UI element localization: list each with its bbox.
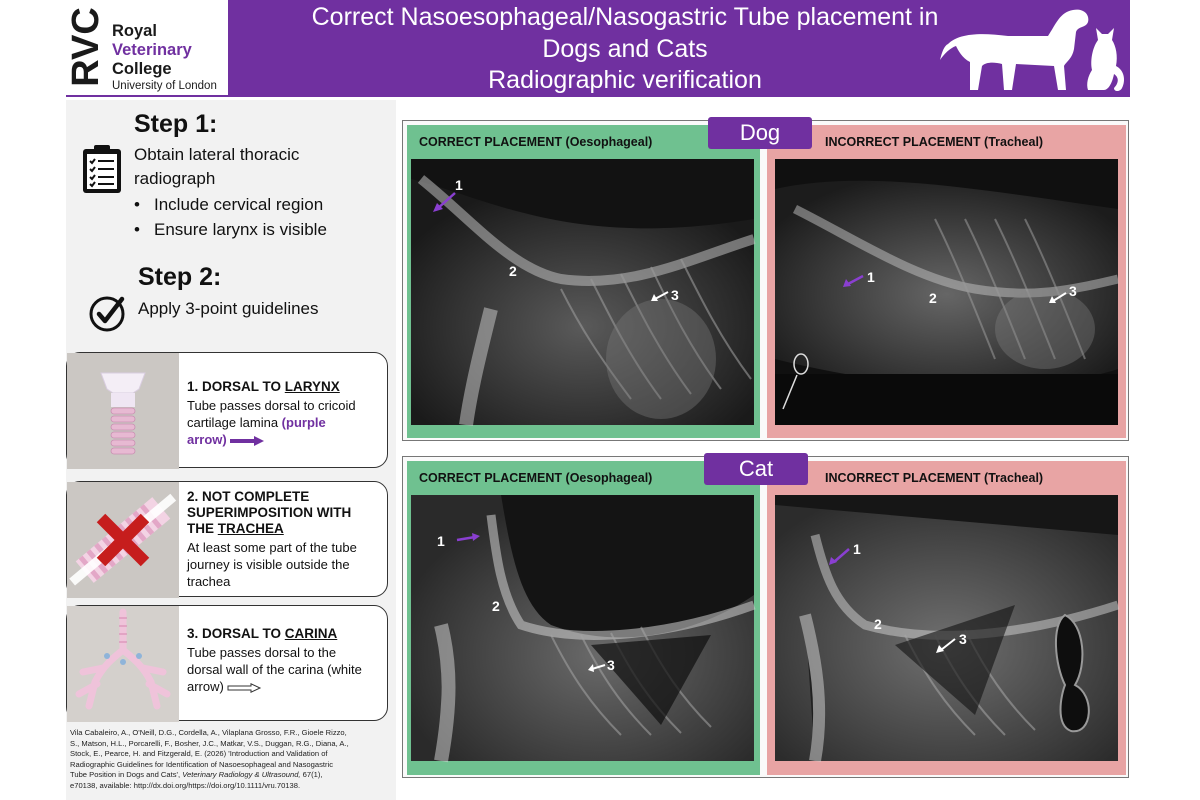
guideline-2-desc-line: journey is visible outside the: [187, 557, 350, 572]
purple-arrow-icon: [230, 436, 264, 446]
larynx-illustration-icon: [67, 353, 179, 469]
dog-correct-marker: 1: [455, 177, 463, 193]
logo-text: [112, 22, 217, 93]
guideline-2-title-prefix: THE: [187, 521, 218, 536]
guideline-1-highlight: (purple: [281, 415, 326, 430]
step2-text: Apply 3-point guidelines: [138, 299, 319, 318]
white-arrow-icon: [1048, 291, 1068, 305]
rvc-logo-mark: [65, 4, 108, 90]
trachea-crossed-illustration-icon: [67, 482, 179, 598]
step2-title: Step 2:: [138, 263, 222, 291]
step1-bullet: • Include cervical region: [134, 192, 327, 217]
dog-radiograph-group: [402, 120, 1129, 441]
white-arrow-icon: [935, 637, 957, 655]
cat-correct-marker: 1: [437, 533, 445, 549]
dog-correct-marker: 3: [671, 287, 679, 303]
step1-text: [134, 143, 299, 191]
guideline-2-title-line: 2. NOT COMPLETE: [187, 489, 310, 504]
dog-incorrect-marker: 1: [867, 269, 875, 285]
guideline-1-description: [187, 397, 382, 448]
purple-arrow-icon: [827, 547, 851, 567]
reference-line: e70138, available: http://dx.doi.org/https://doi.org/10.1111/vru.70138.: [70, 780, 301, 790]
cat-incorrect-marker: 2: [874, 616, 882, 632]
white-arrow-icon: [227, 683, 261, 693]
step1-text-line-2: radiograph: [134, 169, 216, 188]
checkmark-circle-icon: [88, 293, 128, 333]
dog-incorrect-label: INCORRECT PLACEMENT (Tracheal): [825, 135, 1044, 149]
purple-arrow-icon: [841, 273, 865, 289]
logo-line-veterinary: Veterinary: [112, 41, 192, 59]
guideline-3-desc-line: Tube passes dorsal to the: [187, 645, 337, 660]
cat-incorrect-label: INCORRECT PLACEMENT (Tracheal): [825, 471, 1044, 485]
cat-correct-label: CORRECT PLACEMENT (Oesophageal): [419, 471, 653, 485]
cat-incorrect-panel: [767, 461, 1126, 775]
cat-correct-panel: [407, 461, 760, 775]
dog-incorrect-marker: 2: [929, 290, 937, 306]
dog-species-tag: Dog: [708, 117, 812, 149]
title-line-1: Correct Nasoesophageal/Nasogastric Tube placement in: [311, 3, 939, 31]
cat-correct-marker: 3: [607, 657, 615, 673]
guideline-2-title-underlined: TRACHEA: [217, 521, 284, 536]
dog-incorrect-panel: [767, 125, 1126, 438]
dog-correct-panel: [407, 125, 760, 438]
purple-arrow-icon: [431, 191, 457, 213]
logo-line-university: University of London: [112, 80, 217, 92]
guideline-3-title-prefix: 3. DORSAL TO: [187, 626, 285, 641]
clipboard-icon: [81, 143, 123, 195]
guideline-2-title: [187, 489, 351, 537]
step1-bullet: • Ensure larynx is visible: [134, 217, 327, 242]
guideline-2-desc-line: At least some part of the tube: [187, 540, 357, 555]
title-line-2: Dogs and Cats: [542, 34, 708, 63]
guideline-1-desc-line: cartilage lamina: [187, 415, 279, 430]
svg-text:RVC: RVC: [65, 7, 108, 87]
guideline-2-title-line: SUPERIMPOSITION WITH: [187, 505, 352, 520]
logo-line-royal: Royal: [112, 22, 157, 40]
guideline-thumbnail: [67, 353, 179, 467]
cat-incorrect-marker: 3: [959, 631, 967, 647]
step1-title: Step 1:: [134, 110, 218, 138]
guideline-thumbnail: [67, 482, 179, 596]
dog-correct-radiograph: [411, 159, 754, 425]
guideline-1-desc-line: Tube passes dorsal to cricoid: [187, 398, 356, 413]
step1-text-line-1: Obtain lateral thoracic: [134, 145, 300, 164]
dog-correct-label: CORRECT PLACEMENT (Oesophageal): [419, 135, 653, 149]
guideline-3-desc-line: dorsal wall of the carina (white: [187, 662, 362, 677]
cat-incorrect-marker: 1: [853, 541, 861, 557]
guideline-card-larynx: [66, 352, 388, 468]
reference-citation: [70, 728, 390, 791]
bronchi-illustration-icon: [67, 606, 179, 722]
reference-line: Vila Cabaleiro, A., O'Neill, D.G., Cordella, A., Vilaplana Grosso, F.R., Gioele Rizzo,: [70, 728, 347, 737]
guideline-3-title-underlined: CARINA: [284, 626, 338, 641]
guideline-3-description: [187, 644, 382, 695]
reference-line: Radiographic Guidelines for Identification of Nasoesophageal and Nasogastric: [70, 759, 333, 769]
dog-correct-marker: 2: [509, 263, 517, 279]
guideline-card-trachea: [66, 481, 388, 597]
purple-arrow-icon: [455, 533, 481, 543]
guideline-1-title-prefix: 1. DORSAL TO: [187, 379, 285, 394]
logo-line-college: College: [112, 60, 172, 78]
step1-bullets: [134, 192, 327, 242]
reference-line: Stock, E., Pearce, H. and Fitzgerald, E. (2026) 'Introduction and Validation of: [70, 749, 328, 758]
white-arrow-icon: [650, 289, 670, 303]
dog-incorrect-marker: 3: [1069, 283, 1077, 299]
reference-line: S., Matson, H.L., Porcarelli, F., Bosher, J.C., Matkar, V.S., Duggan, R.G., Diana, A.,: [70, 738, 349, 748]
guideline-3-title: [187, 626, 337, 642]
guideline-2-description: [187, 539, 382, 590]
guideline-card-carina: [66, 605, 388, 721]
reference-journal: Veterinary Radiology & Ultrasound,: [182, 770, 301, 779]
title-line-3: Radiographic verification: [488, 66, 762, 94]
cat-incorrect-radiograph: [775, 495, 1118, 761]
white-arrow-icon: [587, 661, 607, 673]
guideline-2-desc-line: trachea: [187, 574, 231, 589]
guideline-thumbnail: [67, 606, 179, 720]
dog-cat-silhouette-icon: [938, 4, 1128, 94]
guideline-1-highlight: arrow): [187, 432, 227, 447]
guideline-1-title-underlined: LARYNX: [284, 379, 340, 394]
page-title: [250, 2, 1000, 97]
guideline-1-title: [187, 379, 340, 395]
cat-correct-marker: 2: [492, 598, 500, 614]
reference-line: Tube Position in Dogs and Cats',: [70, 770, 181, 779]
cat-radiograph-group: [402, 456, 1129, 778]
cat-species-tag: Cat: [704, 453, 808, 485]
reference-line: 67(1),: [300, 770, 323, 779]
guideline-3-desc-line: arrow): [187, 679, 224, 694]
